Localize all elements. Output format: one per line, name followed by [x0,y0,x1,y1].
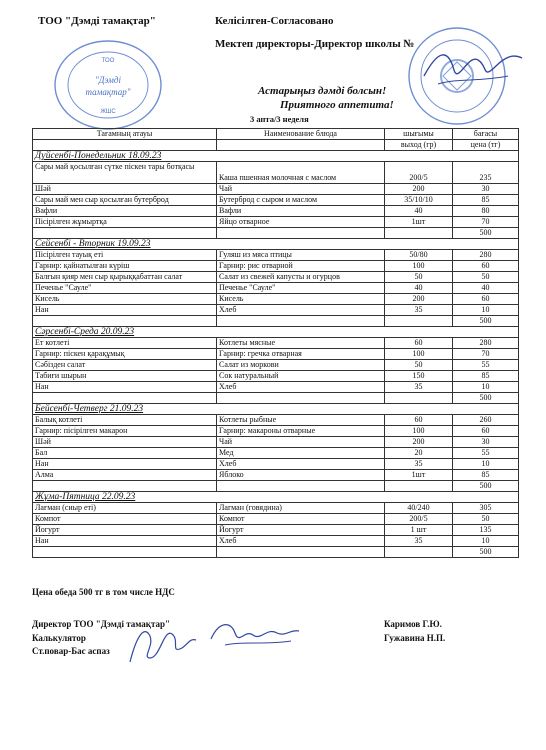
company-stamp [52,38,164,132]
table-row: Бал Мед 20 55 [33,448,519,459]
header-yield-ru: выход (гр) [385,140,453,151]
company-name: ТОО "Дэмді тамақтар" [38,15,156,27]
table-row: Гарнир: піскен қарақұмық Гарнир: гречка отварная 100 70 [33,349,519,360]
approval-label: Келісілген-Согласовано [215,15,334,27]
week-label: 3 апта/3 неделя [250,114,309,124]
table-row: Йогурт Йогурт 1 шт 135 [33,525,519,536]
table-row: Печенье "Сауле" Печенье "Сауле" 40 40 [33,283,519,294]
greeting-kz: Астарыңыз дәмді болсын! [258,85,387,97]
table-row: Компот Компот 200/5 50 [33,514,519,525]
table-row: Пісірілген тауық еті Гуляш из мяса птицы 50/80 280 [33,250,519,261]
header-price-ru: цена (тг) [453,140,519,151]
greeting-ru: Приятного аппетита! [280,99,394,111]
header-yield-kz: шығымы [385,129,453,140]
table-row: Балғын қияр мен сыр қырыққабаттан салат Салат из свежей капусты и огурцов 50 50 [33,272,519,283]
table-row: Пісірілген жұмыртқа Яйцо отварное 1шт 70 [33,217,519,228]
director-label: Директор ТОО "Дэмді тамақтар" [32,619,171,629]
chef-label: Ст.повар-Бас аспаз [32,646,110,656]
calculator-name: Гужавина Н.П. [384,633,446,643]
stamp-bottom-text: ЖШС [100,109,116,115]
table-header-row [33,129,519,140]
day-row-thursday: Бейсенбі-Четверг 21.09.23 [33,404,519,415]
table-subheader-row [33,140,519,151]
table-row: Нан Хлеб 35 10 [33,536,519,547]
day-row-monday: Дүйсенбі-Понедельник 18.09.23 [33,151,519,162]
chef-signature [120,618,200,668]
header-name-ru: Наименование блюда [217,129,385,140]
header-price-kz: бағасы [453,129,519,140]
table-row: Нан Хлеб 35 10 [33,305,519,316]
table-row: Гарнир: пісірілген макарон Гарнир: макароны отварные 100 60 [33,426,519,437]
table-row: Вафли Вафли 40 80 [33,206,519,217]
total-row: 500 [33,481,519,492]
total-row: 500 [33,228,519,239]
table-row: Лағман (сиыр еті) Лагман (говядина) 40/240 305 [33,503,519,514]
director-signature-bottom [205,615,305,655]
director-name: Каримов Г.Ю. [384,619,442,629]
stamp-top-text: ТОО [101,58,115,64]
table-row: Табиғи шырын Сок натуральный 150 85 [33,371,519,382]
school-director-label: Мектеп директоры-Директор школы № [215,38,415,50]
table-row: Кисель Кисель 200 60 [33,294,519,305]
day-row-tuesday: Сейсенбі - Вторник 19.09.23 [33,239,519,250]
table-row: Шәй Чай 200 30 [33,437,519,448]
day-row-friday: Жұма-Пятница 22.09.23 [33,492,519,503]
table-row: Гарнир: қайнатылған күріш Гарнир: рис отварной 100 60 [33,261,519,272]
day-row-wednesday: Сәрсенбі-Среда 20.09.23 [33,327,519,338]
menu-table [32,128,519,558]
director-signature-top [418,40,528,90]
total-row: 500 [33,547,519,558]
stamp-name-line1: "Дэмді [95,75,121,85]
table-row: Ет котлеті Котлеты мясные 60 280 [33,338,519,349]
table-row: Шәй Чай 200 30 [33,184,519,195]
table-row: Сары май қосылған сүтке піскен тары ботқасы Каша пшенная молочная с маслом 200/5 235 [33,162,519,184]
header-name-kz: Тағамның атауы [33,129,217,140]
table-row: Нан Хлеб 35 10 [33,382,519,393]
table-row: Сәбізден салат Салат из моркови 50 55 [33,360,519,371]
stamp-name-line2: тамақтар" [85,87,131,97]
table-row: Сары май мен сыр қосылған бутерброд Бутерброд с сыром и маслом 35/10/10 85 [33,195,519,206]
total-row: 500 [33,316,519,327]
table-row: Нан Хлеб 35 10 [33,459,519,470]
total-row: 500 [33,393,519,404]
table-row: Алма Яблоко 1шт 85 [33,470,519,481]
calculator-label: Калькулятор [32,633,86,643]
table-row: Балық котлеті Котлеты рыбные 60 260 [33,415,519,426]
price-note: Цена обеда 500 тг в том числе НДС [32,587,175,597]
